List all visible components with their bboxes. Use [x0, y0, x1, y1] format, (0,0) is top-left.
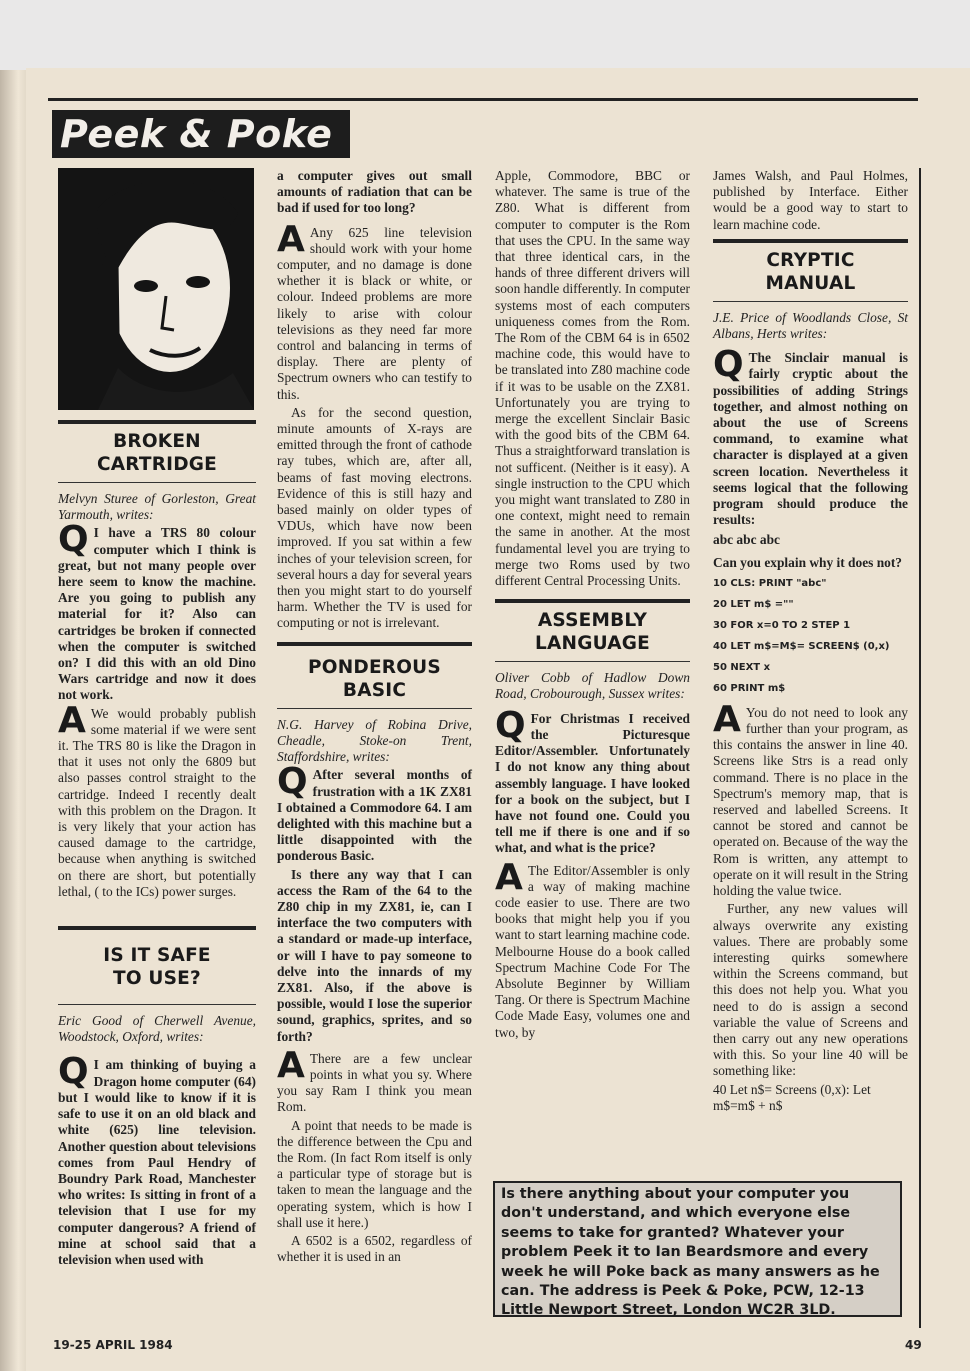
answer-body: There are a few unclear points in what you sy. Where you say Ram I think you mean Rom.	[277, 1050, 472, 1115]
question-result: abc abc abc	[713, 532, 780, 548]
answer-paragraph: A 6502 is a 6502, regardless of whether it is used in an	[277, 1232, 472, 1265]
question-body: After several months of frustration with a 1K ZX81 I obtained a Commodore 64. I am delighted with this machine but a little disappointed with the ponderous Basic.	[277, 767, 472, 864]
top-rule	[48, 98, 918, 101]
heading-line: BROKEN	[113, 431, 201, 452]
right-column-rule	[919, 168, 921, 1328]
section-rule	[495, 661, 690, 662]
issue-date: 19-25 APRIL 1984	[53, 1338, 173, 1352]
heading-line: CRYPTIC	[766, 249, 855, 271]
q-initial: Q	[58, 519, 89, 561]
section-rule	[277, 708, 472, 709]
question-text	[495, 704, 690, 857]
answer-body: The Editor/Assembler is only a way of making machine code easier to use. There are two books that might help you if you want to start learning machine code. Melbourne House do a book called Spectrum Machine Code For The Absolute Beginner by William Tang. Or there is Spectrum Machine Code Made Easy, volumes one and two, by	[495, 862, 690, 1040]
question-body: I have a TRS 80 colour computer which I think is great, but not many people over here seem to know the machine. Are you going to publish any material for it? Also can cartridges be broken if connected when the computer is switched on? I did this with an old Dino Wars cartridge and now it does not work.	[58, 525, 256, 703]
question-text	[58, 1051, 256, 1268]
q-initial: Q	[713, 344, 744, 386]
q-initial: Q	[277, 761, 308, 803]
answer-continued: Apple, Commodore, BBC or whatever. The same is true of the Z80. What is different from computer to computer is the Rom that uses the CPU. In the same way that three identical cars, in the hands of three different drivers will soon handle differently. In computer systems most of each computers uniqueness comes from the Rom. The Rom of the CBM 64 is in 6502 machine code, this would have to be translated into Z80 machine code if it was to be usable on the ZX81. Unfortunately you are trying to merge the excellent Sinclair Basic with the good bits of the CBM 64. Thus a straightforward translation is not sufficent. (Neither is it easy). A single instruction to the CPU which you might want translated to Z80 in one context, might need to remain the same in another. At the most fundamental level you are trying to merge two Roms used by two different Central Processing Units.	[495, 168, 690, 589]
answer-continued: James Walsh, and Paul Holmes, published by Interface. Either would be a good way to start to learn machine code.	[713, 168, 908, 232]
invitation-text: Is there anything about your computer you don't understand, and which everyone else seems to take for granted? Whatever your problem Peek it to Ian Beardsmore and every week he will Poke back as many answers as he can. The address is Peek & Poke, PCW, 12-13 Little Newport Street, London WC2R 3LD.	[501, 1186, 880, 1319]
code-line: 40 LET m$=M$= SCREEN$ (0,x)	[713, 640, 890, 652]
answer-text	[713, 698, 908, 899]
question-continued: a computer gives out small amounts of radiation that can be bad if used for too long?	[277, 168, 472, 216]
section-rule	[58, 926, 256, 930]
section-rule	[713, 239, 908, 243]
heading-line: PONDEROUS	[308, 656, 441, 678]
section-rule	[58, 420, 256, 424]
reader-invitation-box	[493, 1181, 902, 1317]
byline: Melvyn Sturee of Gorleston, Great Yarmouth, writes:	[58, 491, 256, 523]
column-2	[277, 168, 472, 1267]
heading-line: IS IT SAFE	[103, 945, 211, 967]
heading-line: CARTRIDGE	[96, 454, 218, 475]
section-rule	[277, 642, 472, 646]
question-text	[277, 761, 472, 864]
code-line: 30 FOR x=0 TO 2 STEP 1	[713, 619, 851, 631]
masthead-banner	[52, 110, 350, 158]
heading-assembly-language	[495, 609, 690, 655]
code-line: 10 CLS: PRINT "abc"	[713, 577, 827, 589]
heading-line: LANGUAGE	[535, 633, 650, 655]
heading-line: TO USE?	[113, 968, 201, 990]
heading-broken-cartridge	[58, 430, 256, 476]
question-text	[713, 344, 908, 528]
answer-text	[277, 1044, 472, 1116]
section-rule	[58, 482, 256, 483]
byline: J.E. Price of Woodlands Close, St Albans, Herts writes:	[713, 309, 908, 342]
answer-text	[495, 856, 690, 1041]
heading-is-it-safe	[58, 944, 256, 990]
byline: Eric Good of Cherwell Avenue, Woodstock, Oxford, writes:	[58, 1013, 256, 1045]
answer-body: You do not need to look any further than your program, as this contains the answer in line 40. Screens like Strs is a read only command. There is no place in the Spectrum's memory map, that is reserved and labelled Screens. It cannot be stored and cannot be operated on. Because of the way the Rom is written, any attempt to operate on it will result in the String holding the value twice.	[713, 704, 908, 899]
answer-text	[58, 699, 256, 900]
answer-paragraph: As for the second question, minute amounts of X-rays are emitted through the front of cathode ray tubes, which are, after all, beams of fast moving electrons. Evidence of this is still hazy and based mainly on older types of VDUs, which have now been improved. If you sat within a few inches of your television screen, for several hours a day for several years then you might start to do yourself harm. Whether the TV is used for computing or not is irrelevant.	[277, 404, 472, 631]
answer-paragraph: A point that needs to be made is the difference between the Cpu and the Rom. (In fact Rom itself is only a particular type of storage but is taken to mean the language and the operating system, which is how I shall use it here.)	[277, 1117, 472, 1230]
answer-body: Any 625 line television should work with your home computer, and no damage is done whether it is black or white, or colour. Indeed problems are more likely to arise with colour televisions as they need far more control and balancing in terms of display. There are plenty of Spectrum owners who can testify to this.	[277, 224, 472, 402]
code-line: 20 LET m$ =""	[713, 598, 794, 610]
question-body: I am thinking of buying a Dragon home computer (64) but I would like to know if it is safe to use it on an old black and white (625) line television. Another question about televisions comes from Paul Hendry of Boundry Park Road, Manchester who writes: Is sitting in front of a television that I use for my computer dangerous? A friend of mine at school said that a television when used with	[58, 1057, 256, 1267]
question-body: The Sinclair manual is fairly cryptic about the possibilities of adding Strings together, and almost nothing on about the use of Screens command, to examine what character is displayed at a given screen location. Nevertheless it seems logical that the following program should produce the results:	[713, 350, 908, 528]
heading-line: BASIC	[342, 679, 407, 701]
a-initial: A	[277, 218, 305, 260]
heading-line: MANUAL	[765, 272, 856, 294]
question-paragraph: Is there any way that I can access the Ram of the 64 to the Z80 chip in my ZX81, ie, can I interface the two computers with a standard or made-up interface, or will I have to pay someone to delve into the innards of my ZX81. Also, if the above is possible, would I lose the superior sound, graphics, sprites, and so forth?	[277, 866, 472, 1044]
heading-cryptic-manual	[713, 249, 908, 295]
code-listing	[713, 577, 908, 696]
answer-text	[277, 218, 472, 403]
answer-paragraph: Further, any new values will always overwrite any existing values. There are probably some interesting quirks somewhere within the Screens command, but this does not help you. What you need to do is assign a second variable the value of Screens and then carry out any new operations with this. So your line 40 will be something like:	[713, 901, 908, 1079]
scan-background	[0, 0, 970, 70]
q-initial: Q	[495, 704, 526, 746]
code-line: 60 PRINT m$	[713, 682, 786, 694]
question-body: For Christmas I received the Picturesque Editor/Assembler. Unfortunately I do not know any thing about assembly language. I have looked for a book on the subject, but I have not found one. Could you tell me if there is one and if so what, and what is the price?	[495, 710, 690, 856]
a-initial: A	[495, 856, 523, 898]
question-paragraph: Can you explain why it does not?	[713, 554, 902, 570]
a-initial: A	[277, 1044, 305, 1086]
q-initial: Q	[58, 1051, 89, 1093]
column-4	[713, 168, 908, 1116]
byline: Oliver Cobb of Hadlow Down Road, Crobourough, Sussex writes:	[495, 670, 690, 702]
section-rule	[495, 599, 690, 603]
page-number: 49	[905, 1338, 922, 1352]
question-text	[58, 519, 256, 703]
answer-code-line: 40 Let n$= Screens (0,x): Let m$=m$ + n$	[713, 1081, 871, 1113]
masthead-title: Peek & Poke	[60, 112, 333, 156]
section-rule	[58, 1004, 256, 1005]
byline: N.G. Harvey of Robina Drive, Cheadle, Stoke-on Trent, Staffordshire, writes:	[277, 716, 472, 765]
page-binding-edge	[0, 70, 26, 1371]
column-3	[495, 168, 690, 1043]
code-line: 50 NEXT x	[713, 661, 771, 673]
answer-body: We would probably publish some material if we were sent it. The TRS 80 is like the Dragon in that it uses not only the 6809 but also passes control straight to the cartridge. Indeed I recently dealt with this problem on the Dragon. It is very likely that your action has caused damage to the cartridge, because when anything is switched on there are short, but potentially lethal, ( to the ICs) power surges.	[58, 705, 256, 899]
a-initial: A	[58, 699, 86, 741]
heading-ponderous-basic	[277, 656, 472, 702]
section-rule	[713, 301, 908, 302]
author-photo	[58, 168, 254, 410]
column-1	[58, 168, 256, 1270]
a-initial: A	[713, 698, 741, 740]
portrait-image	[58, 168, 254, 410]
heading-line: ASSEMBLY	[537, 610, 648, 632]
